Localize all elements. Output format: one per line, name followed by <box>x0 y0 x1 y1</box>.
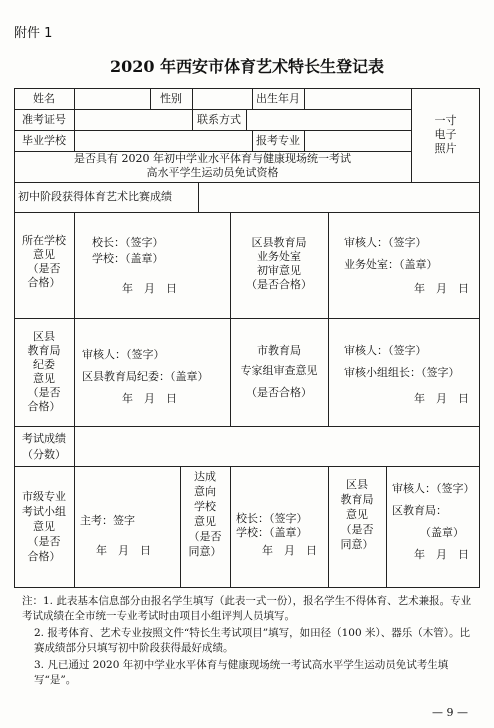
discipline-opinion-title: （是否 <box>27 386 61 399</box>
school-label: 毕业学校 <box>22 134 66 147</box>
school-opinion-title: 合格） <box>27 276 61 289</box>
exempt-question-1: 是否具有 2020 年初中学业水平体育与健康现场统一考试 <box>74 152 351 165</box>
target-school-title: 同意） <box>188 545 222 558</box>
district-opinion-title: 意见 <box>346 508 368 521</box>
birth-label: 出生年月 <box>256 92 300 105</box>
principal-sign: 校长：（签字） <box>92 236 164 249</box>
district-opinion-title: 同意） <box>340 538 374 551</box>
target-school-title: （是否 <box>188 530 222 543</box>
bureau-initial-title: （是否合格） <box>246 278 312 291</box>
birth-field[interactable] <box>306 90 409 108</box>
expert-opinion-title: （是否合格） <box>246 386 312 399</box>
date-line: 年 月 日 <box>414 548 469 561</box>
page-number: — 9 — <box>432 706 468 719</box>
exempt-question-2: 高水平学生运动员免试资格 <box>146 166 279 179</box>
major-field[interactable] <box>306 132 409 150</box>
reviewer-sign: 审核人：（签字） <box>82 348 165 361</box>
school-seal: 学校：（盖章） <box>236 526 308 539</box>
school-opinion-title: 所在学校 <box>22 234 66 247</box>
seal-label: （盖章） <box>420 526 464 539</box>
cell-border <box>74 318 75 426</box>
exam-number-label: 准考证号 <box>22 113 66 126</box>
note-2: 2. 报考体育、艺术专业按照文件“特长生考试项目”填写，如田径（100 米）、器乐（木管）。比赛成绩部分只填写初中阶段获得最好成绩。 <box>34 627 470 654</box>
cell-border <box>328 212 329 318</box>
reviewer-sign: 审核人：（签字） <box>344 236 427 249</box>
expert-opinion-title: 市教育局 <box>257 344 301 357</box>
cell-border <box>198 182 199 212</box>
note-3: 3. 凡已通过 2020 年初中学业水平体育与健康现场统一考试高水平学生运动员免试考生填写“是”。 <box>34 659 449 686</box>
photo-label-3: 照片 <box>434 142 457 155</box>
cell-border <box>328 318 329 426</box>
district-opinion-title: （是否 <box>340 523 374 536</box>
contact-field[interactable] <box>248 111 409 129</box>
target-school-title: 学校 <box>194 500 216 513</box>
row-divider <box>14 466 74 467</box>
district-opinion-title: 教育局 <box>340 493 374 506</box>
row-divider <box>14 182 480 183</box>
cell-border <box>304 130 305 151</box>
score-label: （分数） <box>22 448 66 461</box>
attachment-label: 附件 1 <box>14 26 53 41</box>
date-line: 年 月 日 <box>262 544 317 557</box>
target-school-title: 达成 <box>194 470 216 483</box>
cell-border <box>74 426 75 588</box>
name-field[interactable] <box>76 90 148 108</box>
cell-border <box>74 212 75 318</box>
major-label: 报考专业 <box>256 134 300 147</box>
cell-border <box>386 466 387 588</box>
exam-number-field[interactable] <box>76 111 190 129</box>
award-label: 初中阶段获得体育艺术比赛成绩 <box>18 190 172 203</box>
district-bureau-label: 区教育局： <box>392 504 447 517</box>
school-seal: 学校：（盖章） <box>92 252 164 265</box>
target-school-title: 意向 <box>194 485 216 498</box>
contact-label: 联系方式 <box>197 113 241 126</box>
cell-border <box>230 466 231 588</box>
photo-label-1: 一寸 <box>434 114 457 127</box>
cell-border <box>246 109 247 130</box>
discipline-opinion-title: 教育局 <box>27 344 61 357</box>
row-divider <box>14 212 480 213</box>
name-label: 姓名 <box>33 92 55 105</box>
bureau-initial-title: 业务处室 <box>257 250 301 263</box>
date-line: 年 月 日 <box>414 392 469 405</box>
exam-group-title: 合格） <box>27 550 61 563</box>
exam-group-title: 市级专业 <box>22 490 66 503</box>
discipline-opinion-title: 意见 <box>33 372 55 385</box>
date-line: 年 月 日 <box>96 544 151 557</box>
school-field[interactable] <box>76 132 250 150</box>
row-divider <box>74 466 480 467</box>
bureau-initial-title: 初审意见 <box>257 264 301 277</box>
cell-border <box>304 88 305 109</box>
exam-group-title: （是否 <box>27 535 61 548</box>
date-line: 年 月 日 <box>122 392 177 405</box>
target-school-title: 意见 <box>194 515 216 528</box>
form-title: 2020 年西安市体育艺术特长生登记表 <box>109 57 385 76</box>
row-divider <box>14 426 480 427</box>
exam-group-title: 意见 <box>33 520 55 533</box>
dept-seal: 业务处室：（盖章） <box>344 258 438 271</box>
reviewer-sign: 审核人：（签字） <box>392 482 475 495</box>
gender-field[interactable] <box>194 90 250 108</box>
date-line: 年 月 日 <box>414 282 469 295</box>
expert-opinion-title: 专家组审查意见 <box>240 364 318 377</box>
photo-label-2: 电子 <box>434 128 457 141</box>
gender-label: 性别 <box>160 92 182 105</box>
exam-group-title: 考试小组 <box>22 505 66 518</box>
row-divider <box>14 318 480 319</box>
score-field[interactable] <box>76 428 478 464</box>
reviewer-sign: 审核人：（签字） <box>344 344 427 357</box>
discipline-opinion-title: 纪委 <box>33 358 55 371</box>
school-opinion-title: （是否 <box>27 262 61 275</box>
school-opinion-title: 意见 <box>33 248 55 261</box>
district-opinion-title: 区县 <box>346 478 368 491</box>
discipline-opinion-title: 区县 <box>33 330 55 343</box>
discipline-opinion-title: 合格） <box>27 400 61 413</box>
award-field[interactable] <box>200 184 478 210</box>
date-line: 年 月 日 <box>122 282 177 295</box>
bureau-initial-title: 区县教育局 <box>251 236 307 249</box>
principal-sign: 校长：（签字） <box>236 512 308 525</box>
panel-leader-sign: 审核小组组长：（签字） <box>344 366 460 379</box>
examiner-sign: 主考：签字 <box>80 514 135 527</box>
note-1: 注：1. 此表基本信息部分由报名学生填写（此表一式一份），报名学生不得体育、艺术兼报。专业考试成绩在全市统一专业考试时由项目小组评判人员填写。 <box>22 595 472 622</box>
score-label: 考试成绩 <box>22 432 66 445</box>
discipline-seal: 区县教育局纪委：（盖章） <box>82 370 209 383</box>
cell-border <box>74 88 75 151</box>
